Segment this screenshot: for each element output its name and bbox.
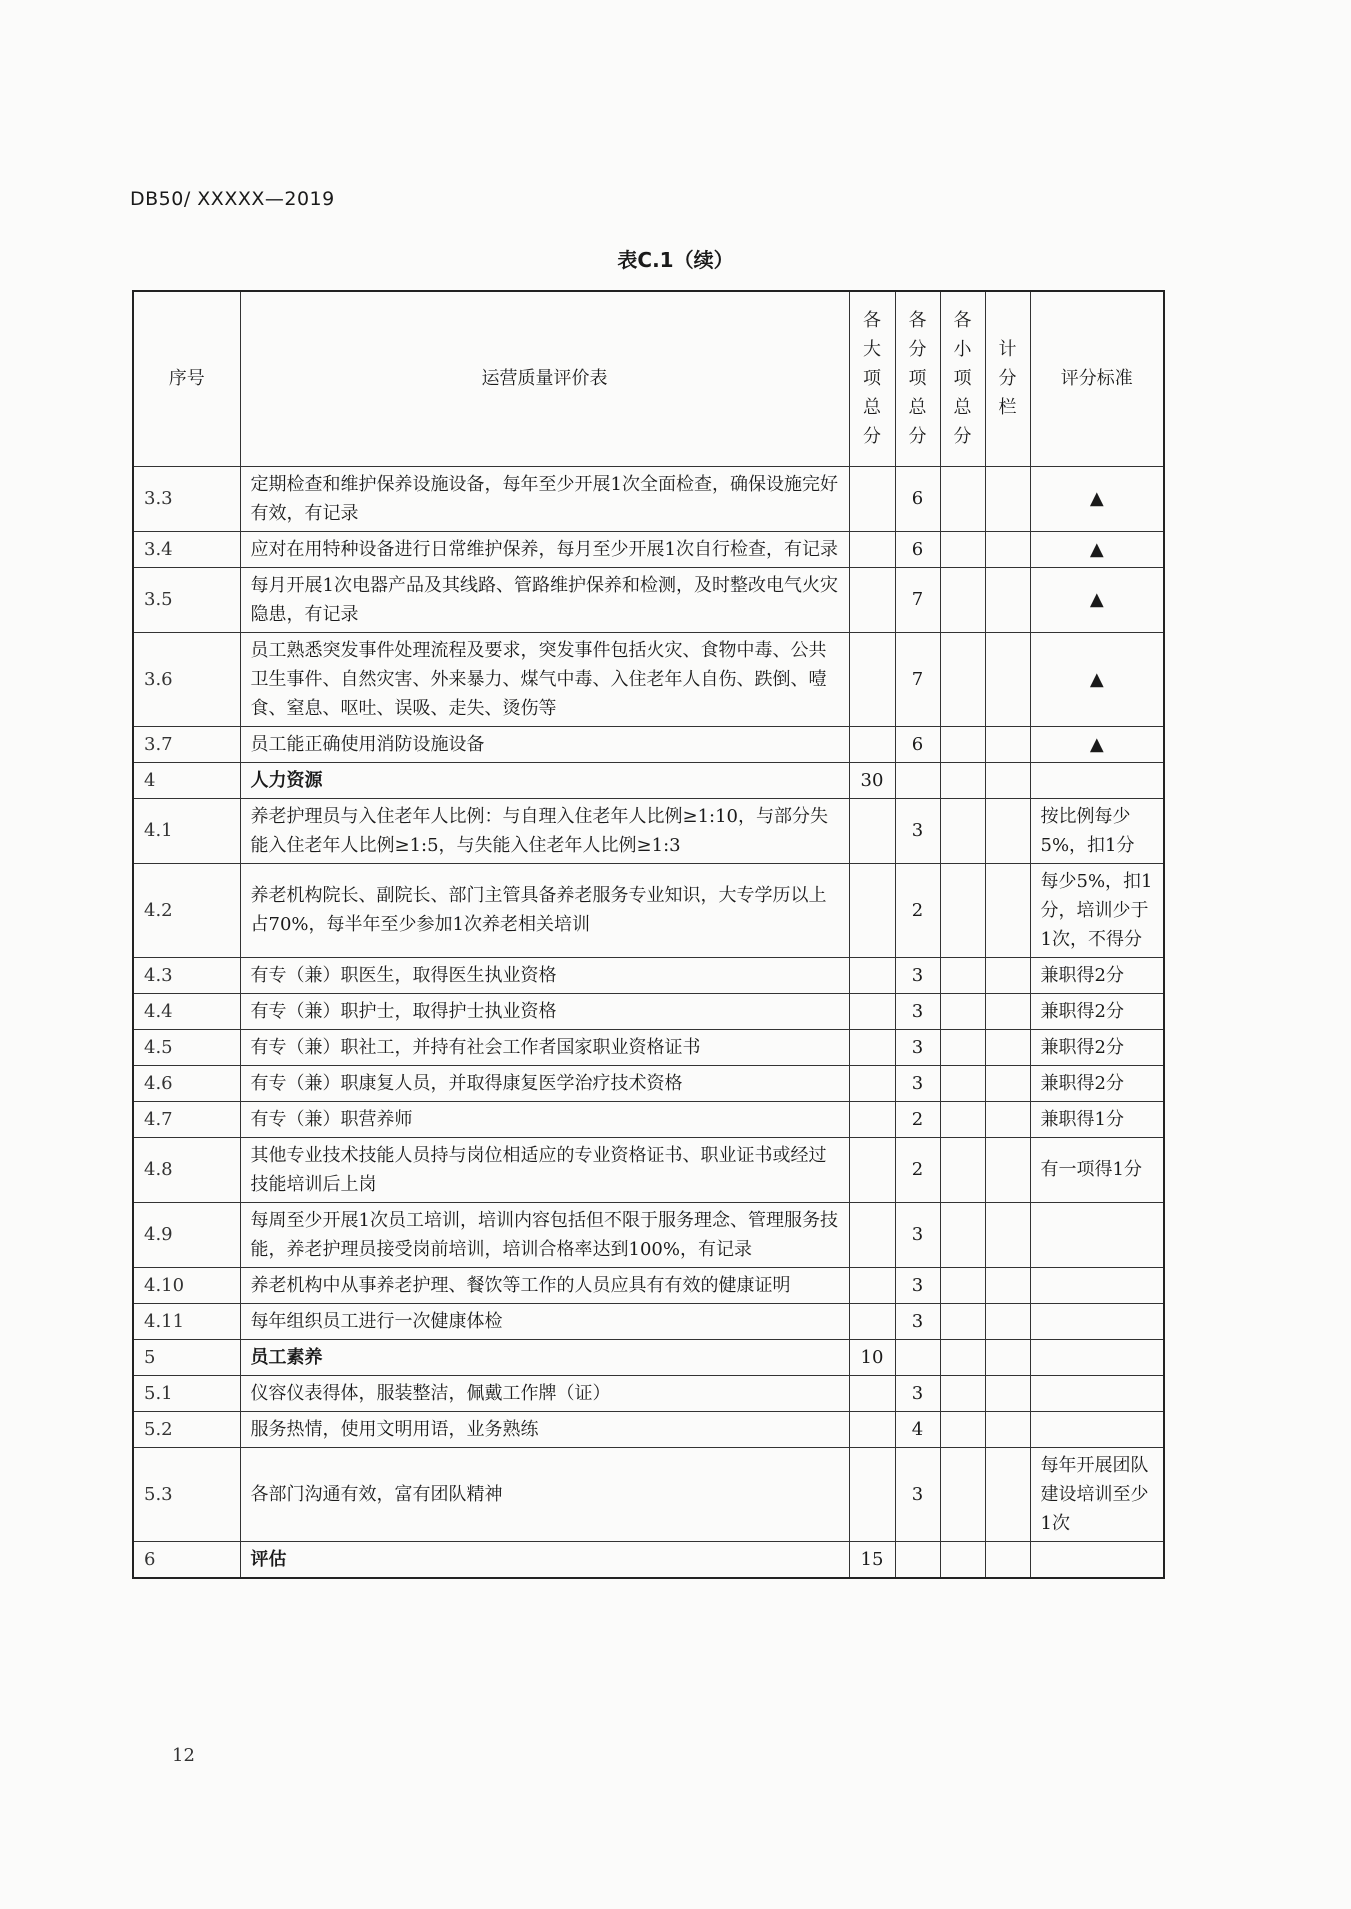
cell-major-total	[849, 531, 895, 567]
cell-item: 定期检查和维护保养设施设备，每年至少开展1次全面检查，确保设施完好有效，有记录	[240, 466, 849, 531]
cell-criteria: ▲	[1030, 531, 1164, 567]
cell-minor-total	[940, 1202, 985, 1267]
table-row	[133, 1267, 1164, 1303]
table-row	[133, 1303, 1164, 1339]
table-row	[133, 993, 1164, 1029]
cell-criteria: 有一项得1分	[1030, 1137, 1164, 1202]
cell-minor-total	[940, 1101, 985, 1137]
cell-criteria	[1030, 762, 1164, 798]
cell-minor-total	[940, 1375, 985, 1411]
table-row	[133, 1137, 1164, 1202]
cell-major-total	[849, 1447, 895, 1541]
cell-seq: 3.6	[133, 632, 240, 726]
cell-score	[985, 567, 1030, 632]
table-row	[133, 1029, 1164, 1065]
cell-item: 有专（兼）职社工，并持有社会工作者国家职业资格证书	[240, 1029, 849, 1065]
cell-sub-total: 4	[895, 1411, 940, 1447]
cell-score	[985, 1541, 1030, 1578]
cell-sub-total: 3	[895, 1375, 940, 1411]
header-major-total: 各大项总分	[849, 291, 895, 466]
cell-seq: 5.1	[133, 1375, 240, 1411]
cell-major-total	[849, 863, 895, 957]
cell-score	[985, 1411, 1030, 1447]
cell-major-total: 10	[849, 1339, 895, 1375]
cell-criteria: 兼职得1分	[1030, 1101, 1164, 1137]
cell-criteria: ▲	[1030, 466, 1164, 531]
cell-minor-total	[940, 726, 985, 762]
cell-sub-total: 6	[895, 726, 940, 762]
cell-sub-total: 3	[895, 1065, 940, 1101]
table-row	[133, 466, 1164, 531]
table-row	[133, 1447, 1164, 1541]
cell-major-total	[849, 1029, 895, 1065]
cell-criteria: ▲	[1030, 726, 1164, 762]
table-row	[133, 1375, 1164, 1411]
cell-item: 养老机构中从事养老护理、餐饮等工作的人员应具有有效的健康证明	[240, 1267, 849, 1303]
cell-seq: 4.2	[133, 863, 240, 957]
cell-criteria	[1030, 1541, 1164, 1578]
table-row	[133, 1202, 1164, 1267]
cell-item: 每周至少开展1次员工培训，培训内容包括但不限于服务理念、管理服务技能，养老护理员接受岗前培训，培训合格率达到100%，有记录	[240, 1202, 849, 1267]
table-row	[133, 632, 1164, 726]
cell-major-total: 30	[849, 762, 895, 798]
cell-major-total	[849, 632, 895, 726]
cell-minor-total	[940, 798, 985, 863]
table-title: 表C.1（续）	[617, 248, 734, 272]
cell-criteria: ▲	[1030, 567, 1164, 632]
cell-major-total	[849, 798, 895, 863]
cell-criteria: 按比例每少5%，扣1分	[1030, 798, 1164, 863]
cell-minor-total	[940, 863, 985, 957]
table-row	[133, 1065, 1164, 1101]
cell-item: 养老护理员与入住老年人比例：与自理入住老年人比例≥1:10，与部分失能入住老年人比例≥1:5，与失能入住老年人比例≥1:3	[240, 798, 849, 863]
cell-minor-total	[940, 1447, 985, 1541]
cell-score	[985, 1447, 1030, 1541]
cell-minor-total	[940, 632, 985, 726]
cell-major-total	[849, 1375, 895, 1411]
cell-score	[985, 1303, 1030, 1339]
table-row	[133, 798, 1164, 863]
cell-score	[985, 466, 1030, 531]
cell-item: 评估	[240, 1541, 849, 1578]
cell-score	[985, 798, 1030, 863]
cell-score	[985, 1339, 1030, 1375]
cell-seq: 4.9	[133, 1202, 240, 1267]
cell-minor-total	[940, 1065, 985, 1101]
cell-minor-total	[940, 1339, 985, 1375]
cell-criteria: ▲	[1030, 632, 1164, 726]
cell-major-total	[849, 1303, 895, 1339]
table-header-row	[133, 291, 1164, 466]
cell-criteria	[1030, 1411, 1164, 1447]
cell-criteria: 每少5%，扣1分，培训少于1次，不得分	[1030, 863, 1164, 957]
cell-sub-total: 3	[895, 1267, 940, 1303]
cell-sub-total: 3	[895, 1029, 940, 1065]
cell-score	[985, 1375, 1030, 1411]
cell-score	[985, 993, 1030, 1029]
header-sub-total: 各分项总分	[895, 291, 940, 466]
cell-item: 员工素养	[240, 1339, 849, 1375]
cell-sub-total: 3	[895, 1447, 940, 1541]
cell-major-total	[849, 726, 895, 762]
cell-item: 每年组织员工进行一次健康体检	[240, 1303, 849, 1339]
cell-seq: 3.4	[133, 531, 240, 567]
cell-minor-total	[940, 993, 985, 1029]
cell-minor-total	[940, 531, 985, 567]
cell-criteria: 每年开展团队建设培训至少1次	[1030, 1447, 1164, 1541]
cell-major-total	[849, 957, 895, 993]
cell-score	[985, 957, 1030, 993]
cell-sub-total: 3	[895, 993, 940, 1029]
cell-score	[985, 863, 1030, 957]
cell-seq: 4.11	[133, 1303, 240, 1339]
cell-minor-total	[940, 1267, 985, 1303]
cell-sub-total: 3	[895, 798, 940, 863]
cell-seq: 4.1	[133, 798, 240, 863]
cell-seq: 4.10	[133, 1267, 240, 1303]
cell-major-total	[849, 567, 895, 632]
cell-major-total: 15	[849, 1541, 895, 1578]
table-row	[133, 1411, 1164, 1447]
cell-minor-total	[940, 1411, 985, 1447]
cell-sub-total: 6	[895, 531, 940, 567]
table-row	[133, 957, 1164, 993]
cell-score	[985, 1267, 1030, 1303]
header-criteria: 评分标准	[1030, 291, 1164, 466]
cell-item: 仪容仪表得体，服装整洁，佩戴工作牌（证）	[240, 1375, 849, 1411]
cell-sub-total: 7	[895, 632, 940, 726]
cell-seq: 4.5	[133, 1029, 240, 1065]
cell-item: 员工熟悉突发事件处理流程及要求，突发事件包括火灾、食物中毒、公共卫生事件、自然灾害、外来暴力、煤气中毒、入住老年人自伤、跌倒、噎食、窒息、呕吐、误吸、走失、烫伤等	[240, 632, 849, 726]
cell-item: 有专（兼）职康复人员，并取得康复医学治疗技术资格	[240, 1065, 849, 1101]
table-body	[133, 466, 1164, 1578]
cell-minor-total	[940, 1137, 985, 1202]
cell-score	[985, 1202, 1030, 1267]
cell-sub-total: 2	[895, 1101, 940, 1137]
cell-major-total	[849, 1065, 895, 1101]
cell-item: 养老机构院长、副院长、部门主管具备养老服务专业知识，大专学历以上占70%，每半年至少参加1次养老相关培训	[240, 863, 849, 957]
cell-score	[985, 726, 1030, 762]
document-code: DB50/ XXXXX—2019	[130, 188, 335, 210]
cell-score	[985, 1137, 1030, 1202]
cell-criteria	[1030, 1202, 1164, 1267]
cell-criteria: 兼职得2分	[1030, 1029, 1164, 1065]
cell-seq: 5.3	[133, 1447, 240, 1541]
cell-seq: 4	[133, 762, 240, 798]
header-item: 运营质量评价表	[240, 291, 849, 466]
cell-sub-total	[895, 1339, 940, 1375]
cell-sub-total: 2	[895, 1137, 940, 1202]
cell-major-total	[849, 466, 895, 531]
page-number: 12	[172, 1745, 195, 1766]
cell-item: 每月开展1次电器产品及其线路、管路维护保养和检测，及时整改电气火灾隐患，有记录	[240, 567, 849, 632]
cell-item: 有专（兼）职护士，取得护士执业资格	[240, 993, 849, 1029]
cell-major-total	[849, 993, 895, 1029]
cell-criteria	[1030, 1267, 1164, 1303]
cell-score	[985, 531, 1030, 567]
header-score-column: 计分栏	[985, 291, 1030, 466]
cell-seq: 4.7	[133, 1101, 240, 1137]
cell-criteria	[1030, 1339, 1164, 1375]
table-row	[133, 1339, 1164, 1375]
cell-score	[985, 762, 1030, 798]
cell-seq: 4.6	[133, 1065, 240, 1101]
table-row	[133, 762, 1164, 798]
cell-criteria: 兼职得2分	[1030, 1065, 1164, 1101]
cell-item: 应对在用特种设备进行日常维护保养，每月至少开展1次自行检查，有记录	[240, 531, 849, 567]
cell-seq: 3.7	[133, 726, 240, 762]
table-row	[133, 863, 1164, 957]
cell-major-total	[849, 1101, 895, 1137]
cell-major-total	[849, 1267, 895, 1303]
table-row	[133, 567, 1164, 632]
header-minor-total: 各小项总分	[940, 291, 985, 466]
cell-seq: 3.3	[133, 466, 240, 531]
cell-item: 各部门沟通有效，富有团队精神	[240, 1447, 849, 1541]
cell-score	[985, 1065, 1030, 1101]
cell-minor-total	[940, 762, 985, 798]
cell-sub-total: 3	[895, 1202, 940, 1267]
cell-minor-total	[940, 1541, 985, 1578]
cell-score	[985, 1101, 1030, 1137]
cell-sub-total: 2	[895, 863, 940, 957]
cell-minor-total	[940, 1029, 985, 1065]
cell-score	[985, 1029, 1030, 1065]
cell-seq: 5.2	[133, 1411, 240, 1447]
table-row	[133, 531, 1164, 567]
cell-item: 其他专业技术技能人员持与岗位相适应的专业资格证书、职业证书或经过技能培训后上岗	[240, 1137, 849, 1202]
cell-major-total	[849, 1202, 895, 1267]
cell-major-total	[849, 1411, 895, 1447]
cell-item: 人力资源	[240, 762, 849, 798]
cell-minor-total	[940, 957, 985, 993]
cell-sub-total	[895, 1541, 940, 1578]
cell-minor-total	[940, 567, 985, 632]
table-row	[133, 1541, 1164, 1578]
table-row	[133, 726, 1164, 762]
cell-sub-total: 6	[895, 466, 940, 531]
cell-sub-total	[895, 762, 940, 798]
cell-seq: 5	[133, 1339, 240, 1375]
cell-sub-total: 3	[895, 1303, 940, 1339]
cell-seq: 4.4	[133, 993, 240, 1029]
cell-seq: 6	[133, 1541, 240, 1578]
cell-seq: 3.5	[133, 567, 240, 632]
cell-criteria: 兼职得2分	[1030, 993, 1164, 1029]
cell-major-total	[849, 1137, 895, 1202]
cell-item: 员工能正确使用消防设施设备	[240, 726, 849, 762]
cell-sub-total: 3	[895, 957, 940, 993]
cell-item: 有专（兼）职医生，取得医生执业资格	[240, 957, 849, 993]
cell-seq: 4.3	[133, 957, 240, 993]
cell-criteria: 兼职得2分	[1030, 957, 1164, 993]
cell-item: 有专（兼）职营养师	[240, 1101, 849, 1137]
cell-criteria	[1030, 1303, 1164, 1339]
evaluation-table	[132, 290, 1165, 1579]
cell-score	[985, 632, 1030, 726]
cell-item: 服务热情，使用文明用语，业务熟练	[240, 1411, 849, 1447]
cell-criteria	[1030, 1375, 1164, 1411]
cell-minor-total	[940, 1303, 985, 1339]
header-seq: 序号	[133, 291, 240, 466]
table-row	[133, 1101, 1164, 1137]
cell-seq: 4.8	[133, 1137, 240, 1202]
cell-sub-total: 7	[895, 567, 940, 632]
cell-minor-total	[940, 466, 985, 531]
